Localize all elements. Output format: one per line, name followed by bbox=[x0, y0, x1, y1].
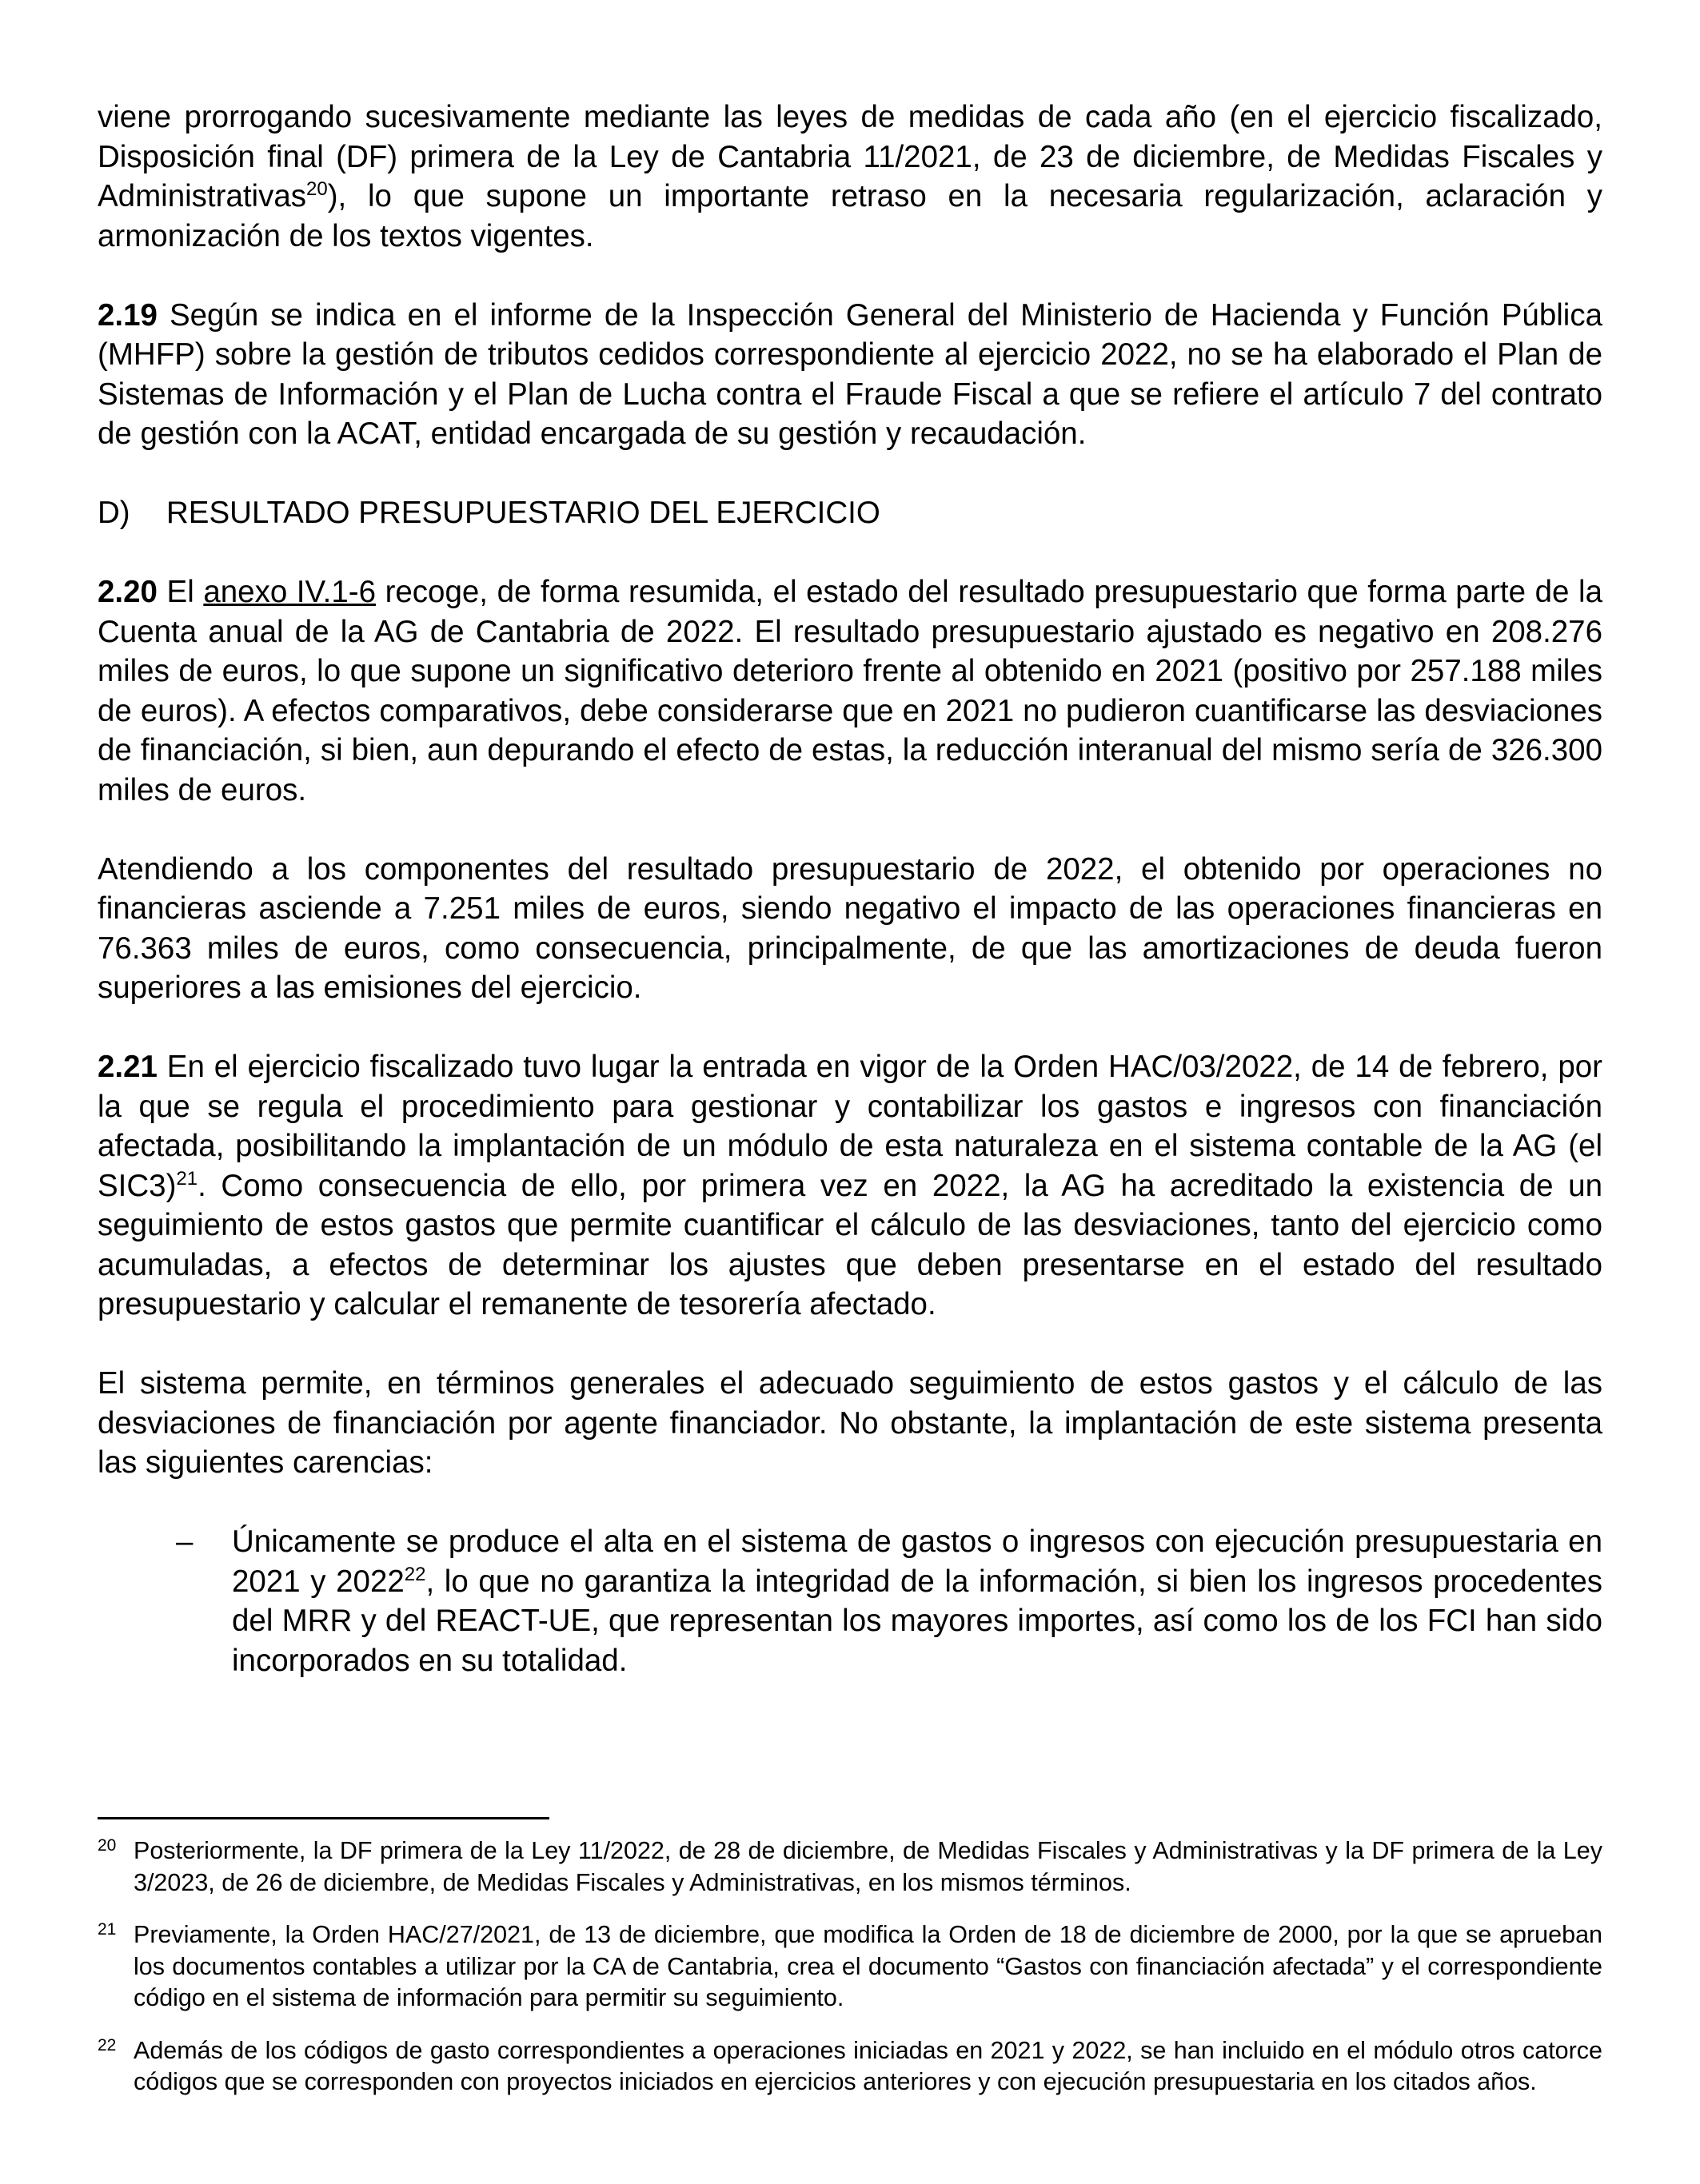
paragraph-number: 2.21 bbox=[98, 1050, 158, 1084]
footnotes bbox=[98, 1835, 1602, 2119]
paragraph-number: 2.19 bbox=[98, 297, 158, 333]
section-heading bbox=[98, 493, 1602, 533]
paragraph-continuation bbox=[98, 98, 1602, 256]
text: recoge, de forma resumida, el estado del resultado presupuestario que forma parte de la Cuenta anual de la AG de Cantabria de 2022. El resultado presupuestario ajustado es negativo en 208.276 miles de euros, lo que supone un significativo deterioro frente al obtenido en 2021 (positivo por 257.188 miles de euros). A efectos comparativos, debe considerarse que en 2021 no pudieron cuantificarse las desviaciones de financiación, si bien, aun depurando el efecto de estas, la reducción interanual del mismo sería de 326.300 miles de euros. bbox=[98, 575, 1602, 807]
footnote-separator bbox=[98, 1817, 549, 1819]
footnote-text: Previamente, la Orden HAC/27/2021, de 13 de diciembre, que modifica la Orden de 18 de diciembre de 2000, por la que se aprueban los documentos contables a utilizar por la CA de Cantabria, crea el documento “Gastos con financiación afectada” y el correspondiente código en el sistema de información para permitir su seguimiento. bbox=[134, 1921, 1602, 2011]
footnote-ref-22[interactable]: 22 bbox=[404, 1563, 426, 1585]
text: , lo que no garantiza la integridad de la información, si bien los ingresos procedentes del MRR y del REACT-UE, que representan los mayores importes, así como los de los FCI han sido incorporados en su totalidad. bbox=[232, 1564, 1602, 1678]
paragraph-2-20-continued: Atendiendo a los componentes del resultado presupuestario de 2022, el obtenido por operaciones no financieras asciende a 7.251 miles de euros, siendo negativo el impacto de las operaciones financieras en 76.363 miles de euros, como consecuencia, principalmente, de que las amortizaciones de deuda fueron superiores a las emisiones del ejercicio. bbox=[98, 851, 1602, 1005]
text: . Como consecuencia de ello, por primera vez en 2022, la AG ha acreditado la existencia de un seguimiento de estos gastos que permite cuantificar el cálculo de las desviaciones, tanto del ejercicio como acumuladas, a efectos de determinar los ajustes que deben presentarse en el estado del resultado presupuestario y calcular el remanente de tesorería afectado. bbox=[98, 1168, 1602, 1321]
footnote-20 bbox=[98, 1835, 1602, 1899]
text: ), lo que supone un importante retraso en la necesaria regularización, aclaración y armonización de los textos vigentes. bbox=[98, 179, 1602, 253]
text: En el ejercicio fiscalizado tuvo lugar la entrada en vigor de la Orden HAC/03/2022, de 14 de febrero, por la que se regula el procedimiento para gestionar y contabilizar los gastos e ingresos con financiación afectada, posibilitando la implantación de un módulo de esta naturaleza en el sistema contable de la AG (el SIC3) bbox=[98, 1050, 1602, 1203]
paragraph-2-21-continued: El sistema permite, en términos generales el adecuado seguimiento de estos gastos y el cálculo de las desviaciones de financiación por agente financiador. No obstante, la implantación de este sistema presenta las siguientes carencias: bbox=[98, 1366, 1602, 1480]
paragraph-2-20 bbox=[98, 572, 1602, 810]
list-item-text bbox=[232, 1522, 1602, 1680]
text: Únicamente se produce el alta en el sistema de gastos o ingresos con ejecución presupuestaria en 2021 y 2022 bbox=[232, 1524, 1602, 1599]
annex-link[interactable]: anexo IV.1-6 bbox=[203, 575, 376, 609]
section-letter: D) bbox=[98, 496, 130, 530]
paragraph-2-19 bbox=[98, 296, 1602, 454]
footnote-22 bbox=[98, 2035, 1602, 2098]
footnote-ref-21[interactable]: 21 bbox=[176, 1167, 198, 1190]
footnote-ref-20[interactable]: 20 bbox=[306, 178, 328, 201]
document-body bbox=[98, 98, 1602, 1680]
footnote-number: 22 bbox=[98, 2035, 117, 2054]
footnote-number: 21 bbox=[98, 1920, 117, 1939]
text: El bbox=[157, 575, 204, 609]
footnote-21 bbox=[98, 1919, 1602, 2015]
paragraph-2-21 bbox=[98, 1047, 1602, 1325]
text: Según se indica en el informe de la Inspección General del Ministerio de Hacienda y Función Pública (MHFP) sobre la gestión de tributos cedidos correspondiente al ejercicio 2022, no se ha elaborado el Plan de Sistemas de Información y el Plan de Lucha contra el Fraude Fiscal a que se refiere el artículo 7 del contrato de gestión con la ACAT, entidad encargada de su gestión y recaudación. bbox=[98, 297, 1602, 451]
text: viene prorrogando sucesivamente mediante las leyes de medidas de cada año (en el ejercicio fiscalizado, Disposición final (DF) primera de la Ley de Cantabria 11/2021, de 23 de diciembre, de Medidas Fiscales y Administrativas bbox=[98, 100, 1602, 213]
paragraph-number: 2.20 bbox=[98, 575, 158, 609]
footnote-text: Además de los códigos de gasto correspondientes a operaciones iniciadas en 2021 y 2022, se han incluido en el módulo otros catorce códigos que se corresponden con proyectos iniciados en ejercicios anteriores y con ejecución presupuestaria en los citados años. bbox=[134, 2036, 1602, 2095]
footnote-text: Posteriormente, la DF primera de la Ley 11/2022, de 28 de diciembre, de Medidas Fiscales y Administrativas y la DF primera de la Ley 3/2023, de 26 de diciembre, de Medidas Fiscales y Administrativas, en los mismos términos. bbox=[134, 1837, 1602, 1896]
section-title: RESULTADO PRESUPUESTARIO DEL EJERCICIO bbox=[166, 496, 880, 530]
footnote-number: 20 bbox=[98, 1836, 117, 1855]
list-item bbox=[176, 1522, 1602, 1680]
dash-bullet: – bbox=[176, 1524, 194, 1559]
